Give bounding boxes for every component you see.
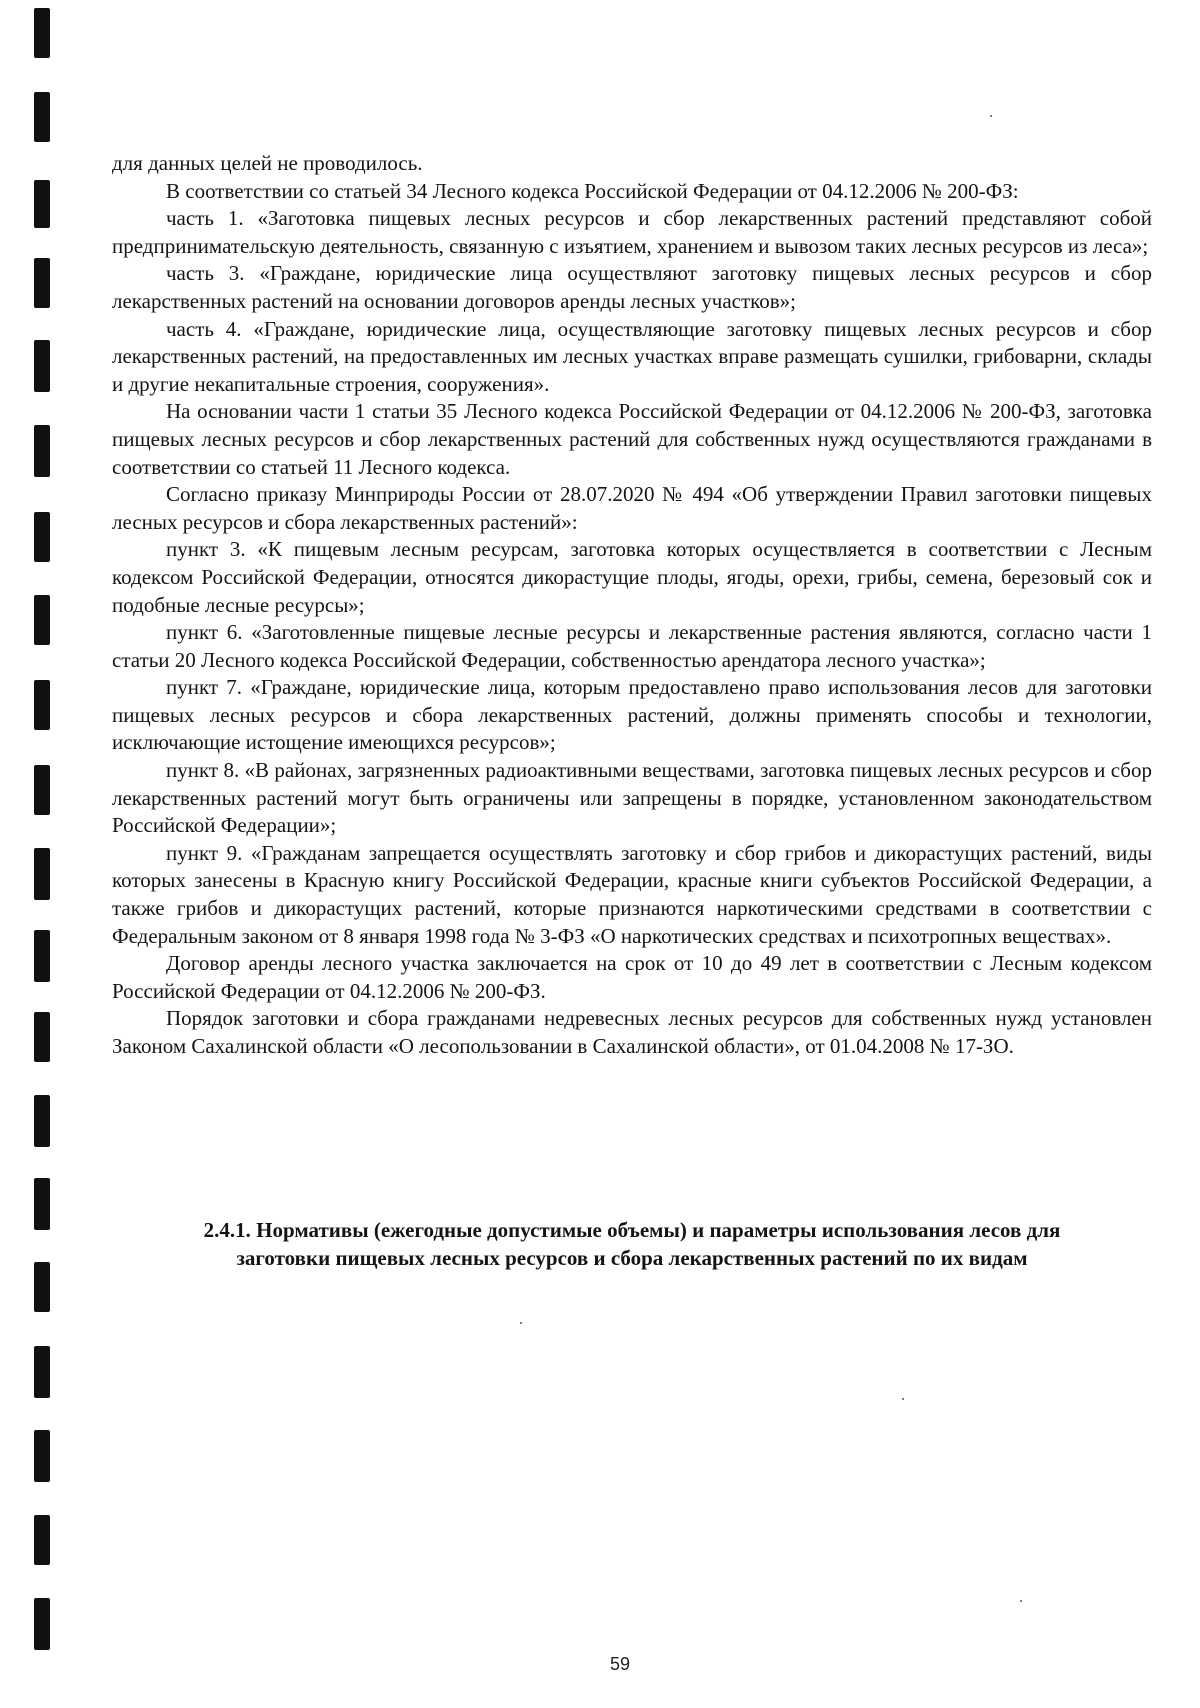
- scan-speck: [520, 1322, 522, 1324]
- paragraph: Договор аренды лесного участка заключается на срок от 10 до 49 лет в соответствии с Лесным кодексом Российской Федерации от 04.12.2006 № 200-ФЗ.: [112, 951, 1152, 1003]
- paragraph: пункт 9. «Гражданам запрещается осуществлять заготовку и сбор грибов и дикорастущих растений, виды которых занесены в Красную книгу Российской Федерации, красные книги субъектов Российской Федерации, а также грибов и дикорастущих растений, которые признаются наркотическими средствами в соответствии с Федеральным законом от 8 января 1998 года № 3-ФЗ «О наркотических средствах и психотропных веществах».: [112, 840, 1152, 948]
- binding-mark: [34, 765, 50, 815]
- section-heading: [112, 1216, 1152, 1272]
- scan-speck: [1020, 1600, 1022, 1602]
- binding-mark: [34, 1515, 50, 1565]
- binding-mark: [34, 340, 50, 392]
- page-number: 59: [609, 1654, 631, 1674]
- binding-mark: [34, 425, 50, 477]
- binding-mark: [34, 180, 50, 228]
- binding-mark: [34, 1012, 50, 1062]
- binding-mark: [34, 1178, 50, 1230]
- binding-mark: [34, 92, 50, 142]
- paragraph: пункт 3. «К пищевым лесным ресурсам, заготовка которых осуществляется в соответствии с Лесным кодексом Российской Федерации, относятся дикорастущие плоды, ягоды, орехи, грибы, семена, березовый сок и подобные лесные ресурсы»;: [112, 537, 1152, 617]
- paragraph: для данных целей не проводилось.: [112, 151, 423, 175]
- paragraph: Порядок заготовки и сбора гражданами недревесных лесных ресурсов для собственных нужд установлен Законом Сахалинской области «О лесопользовании в Сахалинской области», от 01.04.2008 № 17-ЗО.: [112, 1006, 1152, 1058]
- binding-mark: [34, 848, 50, 900]
- binding-mark: [34, 8, 50, 58]
- body-text: [112, 150, 1152, 1061]
- binding-marks: [0, 0, 80, 1708]
- paragraph: часть 3. «Граждане, юридические лица осуществляют заготовку пищевых лесных ресурсов и сбор лекарственных растений на основании договоров аренды лесных участков»;: [112, 261, 1152, 313]
- binding-mark: [34, 1095, 50, 1147]
- scan-speck: [902, 1398, 904, 1400]
- section-heading-line: заготовки пищевых лесных ресурсов и сбора лекарственных растений по их видам: [236, 1246, 1028, 1270]
- paragraph: пункт 7. «Граждане, юридические лица, которым предоставлено право использования лесов для заготовки пищевых лесных ресурсов и сбора лекарственных растений, должны применять способы и технологии, исключающие истощение имеющихся ресурсов»;: [112, 675, 1152, 755]
- section-heading-line: 2.4.1. Нормативы (ежегодные допустимые объемы) и параметры использования лесов для: [203, 1218, 1061, 1242]
- binding-mark: [34, 680, 50, 730]
- binding-mark: [34, 1262, 50, 1312]
- binding-mark: [34, 595, 50, 645]
- paragraph: пункт 6. «Заготовленные пищевые лесные ресурсы и лекарственные растения являются, согласно части 1 статьи 20 Лесного кодекса Российской Федерации, собственностью арендатора лесного участка»;: [112, 620, 1152, 672]
- paragraph: часть 4. «Граждане, юридические лица, осуществляющие заготовку пищевых лесных ресурсов и сбор лекарственных растений, на предоставленных им лесных участках вправе размещать сушилки, грибоварни, склады и другие некапитальные строения, сооружения».: [112, 316, 1152, 396]
- binding-mark: [34, 930, 50, 982]
- paragraph: часть 1. «Заготовка пищевых лесных ресурсов и сбор лекарственных растений представляют собой предпринимательскую деятельность, связанную с изъятием, хранением и вывозом таких лесных ресурсов из леса»;: [112, 206, 1152, 258]
- binding-mark: [34, 512, 50, 562]
- paragraph: Согласно приказу Минприроды России от 28.07.2020 № 494 «Об утверждении Правил заготовки пищевых лесных ресурсов и сбора лекарственных растений»:: [112, 482, 1152, 534]
- paragraph: пункт 8. «В районах, загрязненных радиоактивными веществами, заготовка пищевых лесных ресурсов и сбор лекарственных растений могут быть ограничены или запрещены в порядке, установленном законодательством Российской Федерации»;: [112, 758, 1152, 838]
- paragraph: На основании части 1 статьи 35 Лесного кодекса Российской Федерации от 04.12.2006 № 200-ФЗ, заготовка пищевых лесных ресурсов и сбор лекарственных растений для собственных нужд осуществляются гражданами в соответствии со статьей 11 Лесного кодекса.: [112, 399, 1152, 479]
- binding-mark: [34, 1430, 50, 1482]
- binding-mark: [34, 258, 50, 308]
- paragraph: В соответствии со статьей 34 Лесного кодекса Российской Федерации от 04.12.2006 № 200-ФЗ:: [166, 178, 1019, 203]
- binding-mark: [34, 1346, 50, 1398]
- binding-mark: [34, 1598, 50, 1650]
- scan-speck: [990, 115, 992, 117]
